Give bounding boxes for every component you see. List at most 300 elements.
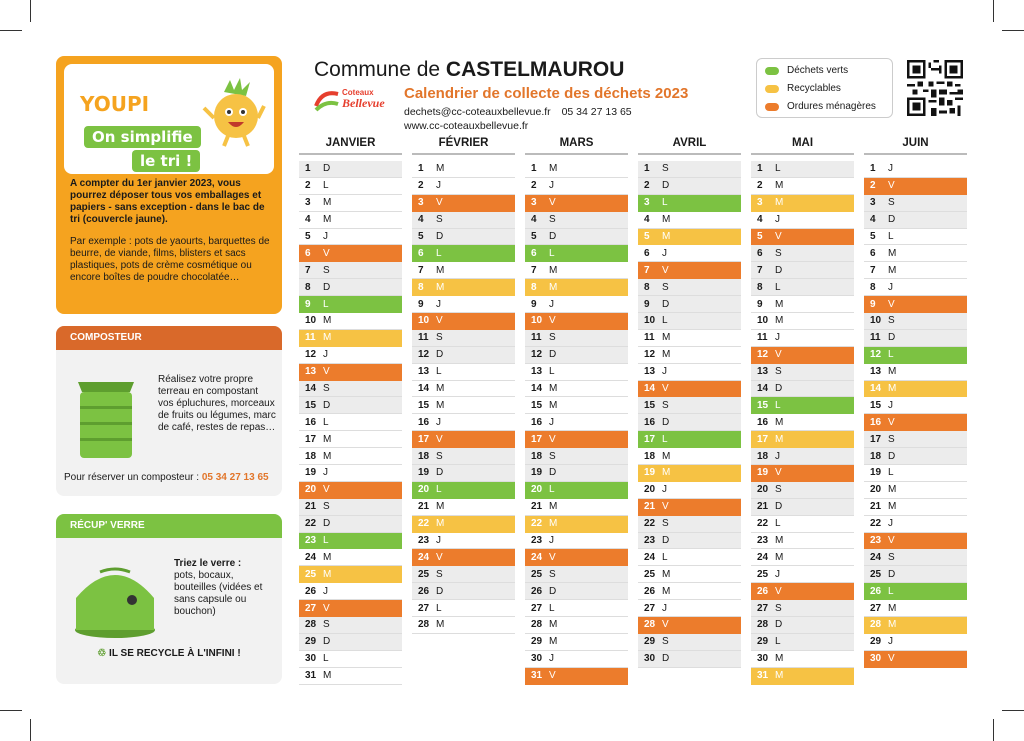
day-row [638, 414, 741, 431]
day-letter: D [888, 332, 896, 344]
day-number: 29 [305, 636, 317, 648]
day-row [864, 431, 967, 448]
day-letter: M [436, 399, 445, 411]
email-link[interactable]: dechets@cc-coteauxbellevue.fr [404, 106, 551, 118]
day-number: 17 [418, 433, 430, 445]
day-number: 7 [644, 264, 650, 276]
day-number: 23 [418, 535, 430, 547]
day-row [638, 583, 741, 600]
day-number: 20 [870, 484, 882, 496]
day-row [638, 212, 741, 229]
day-row [638, 516, 741, 533]
day-letter: M [775, 433, 784, 445]
day-row [864, 566, 967, 583]
day-row [525, 313, 628, 330]
day-letter: L [323, 180, 329, 192]
day-row [638, 161, 741, 178]
day-row [864, 397, 967, 414]
day-row [864, 313, 967, 330]
day-letter: M [775, 197, 784, 209]
day-row [751, 364, 854, 381]
day-number: 8 [870, 281, 876, 293]
day-letter: L [888, 467, 894, 479]
day-row [751, 465, 854, 482]
day-row [638, 634, 741, 651]
day-number: 24 [644, 551, 656, 563]
mascot-icon [202, 78, 266, 148]
day-number: 19 [644, 467, 656, 479]
day-row [751, 178, 854, 195]
day-letter: V [323, 247, 330, 259]
month-name: MAI [751, 137, 854, 155]
day-letter: J [436, 298, 441, 310]
month-column [638, 137, 741, 668]
day-number: 2 [305, 180, 311, 192]
day-letter: M [888, 501, 897, 513]
legend [756, 58, 893, 118]
day-row [299, 381, 402, 398]
day-letter: D [888, 450, 896, 462]
day-letter: M [549, 399, 558, 411]
day-letter: L [323, 653, 329, 665]
day-number: 26 [870, 585, 882, 597]
day-row [299, 330, 402, 347]
day-number: 18 [418, 450, 430, 462]
day-number: 17 [757, 433, 769, 445]
day-letter: D [549, 585, 557, 597]
day-letter: S [436, 332, 443, 344]
day-letter: S [662, 399, 669, 411]
day-number: 11 [418, 332, 429, 344]
day-letter: S [775, 602, 782, 614]
day-letter: M [775, 298, 784, 310]
day-letter: M [323, 568, 332, 580]
day-row [638, 364, 741, 381]
day-row [525, 549, 628, 566]
logo-line2: Bellevue [342, 96, 385, 110]
day-number: 30 [531, 653, 543, 665]
day-row [864, 347, 967, 364]
day-letter: V [775, 585, 782, 597]
day-row [864, 465, 967, 482]
day-letter: V [775, 349, 782, 361]
day-row [412, 448, 515, 465]
day-letter: J [775, 450, 780, 462]
day-number: 20 [757, 484, 769, 496]
day-letter: M [549, 501, 558, 513]
day-letter: J [549, 653, 554, 665]
day-number: 10 [418, 315, 430, 327]
day-letter: D [662, 653, 670, 665]
day-letter: J [888, 636, 893, 648]
day-row [525, 212, 628, 229]
day-number: 15 [418, 399, 430, 411]
day-number: 15 [531, 399, 543, 411]
day-row [864, 600, 967, 617]
day-letter: D [549, 349, 557, 361]
crop-mark [0, 30, 22, 31]
day-letter: M [436, 383, 445, 395]
day-letter: L [549, 484, 555, 496]
day-row [864, 279, 967, 296]
youpi-announcement: A compter du 1er janvier 2023, vous pourrez déposer tous vos emballages et papiers - sans exception - dans le bac de tri (couvercle jaune). [70, 178, 265, 225]
day-letter: L [775, 399, 781, 411]
legend-label: Recyclables [787, 83, 841, 94]
day-number: 5 [644, 231, 650, 242]
day-letter: L [436, 602, 442, 614]
day-letter: M [775, 315, 784, 327]
day-letter: S [323, 264, 330, 276]
day-number: 27 [644, 602, 656, 614]
day-letter: M [775, 180, 784, 192]
day-letter: D [775, 501, 783, 513]
day-number: 8 [305, 281, 311, 293]
day-letter: S [662, 281, 669, 293]
day-row [751, 195, 854, 212]
day-row [864, 381, 967, 398]
day-number: 20 [644, 484, 656, 496]
day-row [412, 516, 515, 533]
day-number: 9 [757, 298, 763, 310]
day-letter: M [775, 416, 784, 428]
day-letter: M [662, 349, 671, 361]
day-row [751, 600, 854, 617]
day-letter: S [888, 551, 895, 563]
day-letter: M [888, 264, 897, 276]
day-number: 8 [531, 281, 537, 293]
day-number: 16 [870, 416, 882, 428]
day-letter: S [662, 636, 669, 648]
verre-text [174, 558, 278, 618]
day-letter: M [323, 433, 332, 445]
day-number: 14 [644, 383, 656, 395]
day-row [638, 465, 741, 482]
day-letter: M [436, 501, 445, 513]
day-letter: M [323, 214, 332, 226]
day-row [751, 296, 854, 313]
day-letter: M [662, 450, 671, 462]
day-letter: D [888, 214, 896, 226]
day-number: 31 [531, 670, 543, 682]
day-letter: M [775, 670, 784, 682]
day-letter: V [436, 315, 443, 327]
day-number: 12 [531, 349, 543, 361]
day-letter: D [662, 416, 670, 428]
day-row [299, 161, 402, 178]
day-row [299, 651, 402, 668]
day-number: 22 [870, 518, 882, 530]
day-letter: J [549, 416, 554, 428]
day-row [412, 296, 515, 313]
month-column [751, 137, 854, 685]
day-number: 23 [531, 535, 543, 547]
day-number: 5 [418, 231, 424, 242]
day-number: 25 [870, 568, 882, 580]
day-row [412, 617, 515, 634]
day-number: 23 [757, 535, 769, 547]
youpi-panel [56, 56, 282, 314]
day-number: 2 [757, 180, 763, 192]
day-letter: S [888, 197, 895, 209]
day-row [299, 465, 402, 482]
day-number: 7 [305, 264, 311, 276]
crop-mark [1002, 710, 1024, 711]
day-number: 1 [418, 163, 424, 175]
day-row [525, 245, 628, 262]
day-letter: S [323, 501, 330, 513]
day-number: 13 [644, 366, 656, 378]
legend-item-green [765, 65, 848, 76]
day-letter: V [323, 484, 330, 496]
day-number: 12 [870, 349, 882, 361]
day-row [412, 212, 515, 229]
day-number: 11 [305, 332, 316, 344]
day-letter: L [775, 518, 781, 530]
day-number: 8 [418, 281, 424, 293]
day-letter: L [549, 247, 555, 259]
day-number: 12 [305, 349, 317, 361]
day-row [299, 431, 402, 448]
day-number: 13 [870, 366, 882, 378]
month-name: FÉVRIER [412, 137, 515, 155]
website-link[interactable]: www.cc-coteauxbellevue.fr [404, 120, 529, 132]
day-row [299, 178, 402, 195]
day-letter: D [436, 467, 444, 479]
day-letter: V [549, 670, 556, 682]
day-number: 19 [418, 467, 430, 479]
day-letter: M [323, 551, 332, 563]
day-number: 25 [305, 568, 317, 580]
day-number: 15 [757, 399, 769, 411]
day-row [525, 499, 628, 516]
day-letter: L [436, 366, 442, 378]
day-row [525, 600, 628, 617]
day-letter: M [775, 653, 784, 665]
day-row [638, 262, 741, 279]
day-number: 30 [644, 653, 656, 665]
day-letter: M [662, 231, 671, 242]
day-number: 2 [870, 180, 876, 192]
day-row [751, 161, 854, 178]
day-row [299, 600, 402, 617]
day-number: 5 [305, 231, 311, 242]
day-row [751, 397, 854, 414]
youpi-examples: Par exemple : pots de yaourts, barquettes de beurre, de viande, films, blisters et sacs plastiques, pots de crème cosmétique ou encore boîtes de poudre chocolatée… [70, 236, 270, 283]
day-number: 13 [531, 366, 543, 378]
day-row [412, 533, 515, 550]
day-letter: J [888, 163, 893, 175]
day-number: 28 [757, 619, 769, 631]
day-number: 26 [305, 585, 317, 597]
day-letter: L [775, 636, 781, 648]
day-number: 11 [644, 332, 655, 344]
day-number: 5 [757, 231, 763, 242]
day-row [864, 617, 967, 634]
day-number: 29 [757, 636, 769, 648]
day-number: 2 [644, 180, 650, 192]
day-row [299, 414, 402, 431]
day-row [864, 161, 967, 178]
day-row [299, 583, 402, 600]
day-row [638, 195, 741, 212]
day-row [525, 448, 628, 465]
day-number: 9 [531, 298, 537, 310]
day-row [412, 330, 515, 347]
day-letter: J [549, 535, 554, 547]
day-number: 19 [531, 467, 543, 479]
day-letter: L [775, 281, 781, 293]
day-row [751, 431, 854, 448]
day-number: 27 [870, 602, 882, 614]
day-letter: D [323, 281, 331, 293]
month-name: AVRIL [638, 137, 741, 155]
day-number: 21 [870, 501, 882, 513]
day-number: 24 [870, 551, 882, 563]
day-letter: L [323, 535, 329, 547]
day-letter: L [323, 298, 329, 310]
crop-mark [30, 0, 31, 22]
day-row [751, 229, 854, 246]
commune-name: CASTELMAUROU [445, 58, 625, 81]
page-title [314, 58, 624, 82]
day-number: 3 [757, 197, 763, 209]
month-name: MARS [525, 137, 628, 155]
day-row [412, 313, 515, 330]
day-letter: V [549, 551, 556, 563]
day-number: 7 [870, 264, 876, 276]
day-number: 24 [305, 551, 317, 563]
day-row [525, 178, 628, 195]
day-number: 4 [531, 214, 537, 226]
day-letter: J [888, 281, 893, 293]
day-number: 22 [644, 518, 656, 530]
contact-line [404, 106, 632, 118]
verre-footer [56, 648, 282, 659]
day-letter: M [549, 518, 558, 530]
day-row [864, 533, 967, 550]
day-row [751, 448, 854, 465]
day-row [525, 634, 628, 651]
legend-label: Ordures ménagères [787, 101, 876, 112]
composteur-reserve [64, 472, 269, 483]
crop-mark [1002, 30, 1024, 31]
day-row [525, 533, 628, 550]
day-letter: M [662, 214, 671, 226]
day-letter: J [436, 180, 441, 192]
day-row [864, 499, 967, 516]
day-letter: L [436, 484, 442, 496]
day-row [525, 195, 628, 212]
verre-footer-text: IL SE RECYCLE À L'INFINI ! [109, 648, 241, 659]
day-row [638, 600, 741, 617]
day-row [864, 212, 967, 229]
day-row [638, 549, 741, 566]
day-number: 9 [418, 298, 424, 310]
day-row [864, 583, 967, 600]
day-letter: J [549, 180, 554, 192]
day-number: 9 [305, 298, 311, 310]
day-number: 3 [870, 197, 876, 209]
day-letter: J [775, 568, 780, 580]
day-row [525, 583, 628, 600]
day-number: 13 [757, 366, 769, 378]
day-number: 26 [644, 585, 656, 597]
day-row [299, 195, 402, 212]
day-row [751, 634, 854, 651]
day-letter: M [888, 247, 897, 259]
youpi-title: YOUPI [80, 92, 150, 116]
day-number: 18 [644, 450, 656, 462]
day-letter: V [775, 467, 782, 479]
day-letter: J [323, 231, 328, 242]
day-letter: S [436, 214, 443, 226]
day-row [638, 381, 741, 398]
day-number: 10 [644, 315, 656, 327]
day-number: 14 [531, 383, 543, 395]
day-row [638, 397, 741, 414]
day-letter: L [323, 416, 329, 428]
day-row [864, 516, 967, 533]
day-row [299, 516, 402, 533]
day-letter: V [662, 501, 669, 513]
day-letter: M [436, 281, 445, 293]
day-letter: L [549, 602, 555, 614]
day-letter: S [662, 518, 669, 530]
day-letter: J [323, 467, 328, 479]
day-letter: D [323, 636, 331, 648]
day-row [751, 533, 854, 550]
day-number: 17 [305, 433, 317, 445]
day-letter: M [888, 366, 897, 378]
verre-lead: Triez le verre : [174, 558, 242, 569]
day-row [751, 583, 854, 600]
day-letter: S [775, 484, 782, 496]
day-letter: M [888, 602, 897, 614]
day-row [525, 347, 628, 364]
day-letter: M [549, 264, 558, 276]
day-letter: M [775, 535, 784, 547]
day-row [638, 533, 741, 550]
day-number: 19 [757, 467, 769, 479]
day-letter: L [662, 433, 668, 445]
day-letter: V [436, 197, 443, 209]
qr-code-icon[interactable] [907, 60, 963, 116]
day-letter: L [888, 231, 894, 242]
day-row [638, 482, 741, 499]
day-row [525, 296, 628, 313]
day-letter: D [662, 180, 670, 192]
youpi-line1: On simplifie [84, 126, 201, 148]
day-letter: V [662, 383, 669, 395]
day-row [751, 212, 854, 229]
day-number: 25 [644, 568, 656, 580]
day-row [864, 245, 967, 262]
day-number: 1 [531, 163, 537, 175]
day-row [751, 617, 854, 634]
day-row [751, 499, 854, 516]
day-number: 6 [418, 247, 424, 259]
day-row [412, 583, 515, 600]
day-letter: M [323, 450, 332, 462]
day-row [412, 245, 515, 262]
day-row [299, 617, 402, 634]
day-row [412, 364, 515, 381]
youpi-line2: le tri ! [132, 150, 200, 172]
day-letter: D [662, 535, 670, 547]
day-letter: S [549, 568, 556, 580]
crop-mark [0, 710, 22, 711]
day-number: 23 [305, 535, 317, 547]
